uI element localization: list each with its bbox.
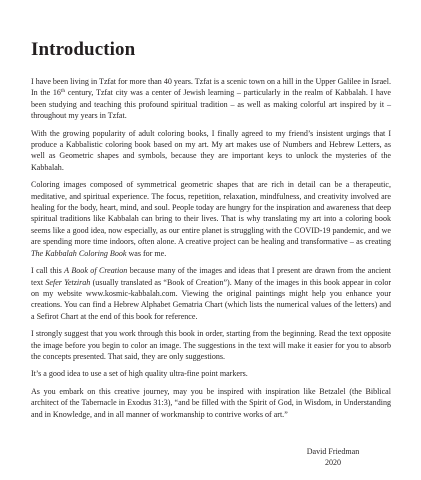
- body-paragraph: [31, 368, 391, 379]
- signature-block: [302, 446, 364, 469]
- page-title: Introduction: [31, 39, 136, 60]
- superscript-text: th: [60, 88, 66, 95]
- italic-title-text: A Book of Creation: [64, 266, 128, 276]
- paragraph-text: I have been living in Tzfat for more than 40 years. Tzfat is a scenic town on a hill in the Upper Galilee in Israel. In the 16: [31, 77, 391, 98]
- body-text: [31, 76, 391, 420]
- paragraph-text: (usually translated as “Book of Creation”). Many of the images in this book appear in color on my website www.kosmic-kabbalah.com. Viewing the original paintings might help you enhance your creations. You can find a Hebrew Alphabet Gematria Chart (which lists the numerical values of the letters) and a Sefirot Chart at the end of this book for reference.: [31, 277, 392, 321]
- author-name: David Friedman: [306, 447, 360, 456]
- paragraph-text: I call this: [31, 266, 65, 276]
- body-paragraph: [31, 265, 391, 322]
- italic-title-text: The Kabbalah Coloring Book: [31, 248, 127, 258]
- paragraph-text: It’s a good idea to use a set of high quality ultra-fine point markers.: [31, 369, 248, 379]
- paragraph-text: Coloring images composed of symmetrical geometric shapes that are rich in detail can be a therapeutic, meditative, and spiritual experience. The focus, repetition, relaxation, mindfulness, and creativity involved are healing for the body, heart, mind, and soul. People today are hungry for the inspiration and awareness that deep spiritual traditions like Kabbalah can bring to their lives. That is why translating my art into a coloring book seems like a good idea, now especially, as our entire planet is struggling with the COVID-19 pandemic, and we are spending more time indoors, often alone. A creative project can be healing and transformative – as creating: [31, 180, 391, 247]
- paragraph-text: As you embark on this creative journey, may you be inspired with inspiration like Betzalel (the Biblical architect of the Tabernacle in Exodus 31:3), “and be filled with the Spirit of God, in Wisdom, in Understanding and in Knowledge, and in all manner of workmanship to contrive works of art.”: [31, 386, 391, 419]
- paragraph-text: With the growing popularity of adult coloring books, I finally agreed to my friend’s insistent urgings that I produce a Kabbalistic coloring book based on my art. My art makes use of Numbers and Hebrew Letters, as well as Geometric shapes and symbols, because they are important keys to unlock the mysteries of the Kabbalah.: [31, 128, 391, 172]
- body-paragraph: [31, 179, 391, 259]
- paragraph-text: because many of the images and ideas that I present are drawn from the ancient text: [31, 266, 391, 287]
- paragraph-text: century, Tzfat city was a center of Jewish learning – particularly in the realm of Kabbalah. I have been studying and teaching this profound spiritual tradition – as well as making colorful art inspired by it – throughout my years in Tzfat.: [31, 88, 392, 121]
- paragraph-text: I strongly suggest that you work through this book in order, starting from the beginning. Read the text opposite the image before you begin to color an image. The suggestions in the text will make it easier for you to absorb the concepts presented. That said, they are only suggestions.: [31, 329, 391, 361]
- italic-title-text: Sefer Yetzirah: [45, 277, 91, 287]
- paragraph-text: was for me.: [126, 248, 167, 258]
- document-page: [31, 40, 391, 426]
- body-paragraph: [31, 328, 391, 362]
- body-paragraph: [31, 128, 391, 174]
- body-paragraph: [31, 76, 391, 122]
- signature-year: 2020: [324, 458, 342, 468]
- body-paragraph: [31, 386, 391, 420]
